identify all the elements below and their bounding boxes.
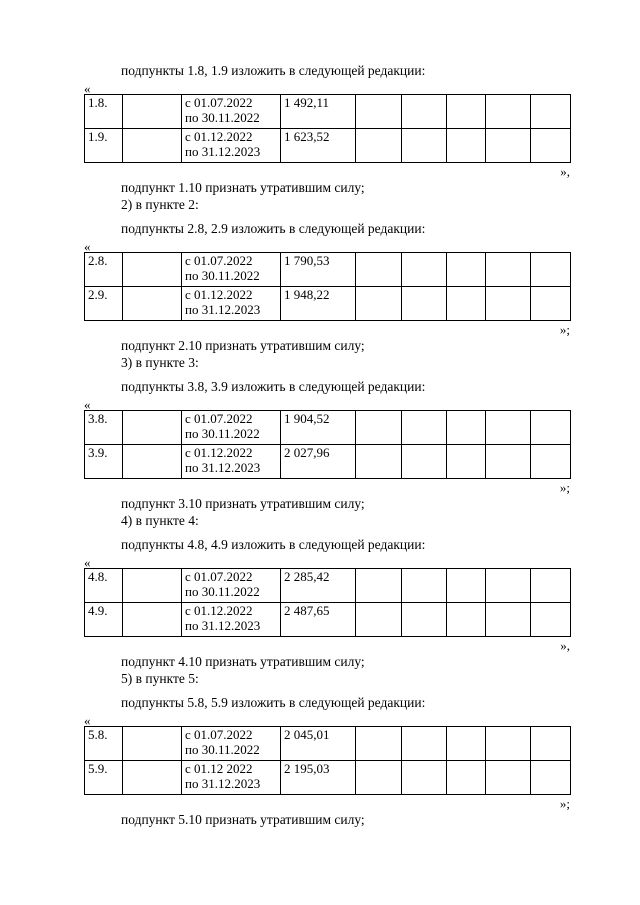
empty-cell bbox=[123, 603, 182, 637]
empty-cell bbox=[356, 569, 402, 603]
empty-cell bbox=[447, 411, 486, 445]
empty-cell bbox=[356, 761, 402, 795]
period-to: по 31.12.2023 bbox=[185, 302, 261, 317]
empty-cell bbox=[356, 287, 402, 321]
empty-cell bbox=[356, 727, 402, 761]
empty-cell bbox=[123, 727, 182, 761]
empty-cell bbox=[402, 761, 447, 795]
row-number-cell: 5.8. bbox=[85, 727, 123, 761]
empty-cell bbox=[486, 761, 531, 795]
empty-cell bbox=[486, 603, 531, 637]
period-cell bbox=[182, 727, 281, 761]
empty-cell bbox=[402, 287, 447, 321]
period-cell bbox=[182, 129, 281, 163]
empty-cell bbox=[356, 445, 402, 479]
row-number-cell: 1.9. bbox=[85, 129, 123, 163]
empty-cell bbox=[402, 727, 447, 761]
empty-cell bbox=[531, 95, 571, 129]
tariff-value-cell: 1 623,52 bbox=[281, 129, 356, 163]
row-number-cell: 3.8. bbox=[85, 411, 123, 445]
empty-cell bbox=[447, 569, 486, 603]
empty-cell bbox=[531, 761, 571, 795]
tariff-value-cell: 2 195,03 bbox=[281, 761, 356, 795]
empty-cell bbox=[531, 287, 571, 321]
period-cell bbox=[182, 95, 281, 129]
quote-open-mark: « bbox=[84, 81, 91, 96]
empty-cell bbox=[447, 603, 486, 637]
period-to: по 31.12.2023 bbox=[185, 618, 261, 633]
paragraph-line: подпункт 4.10 признать утратившим силу; bbox=[121, 654, 365, 669]
quote-open-mark: « bbox=[84, 239, 91, 254]
period-cell bbox=[182, 287, 281, 321]
empty-cell bbox=[356, 411, 402, 445]
paragraph-line: подпункт 5.10 признать утратившим силу; bbox=[121, 812, 365, 827]
quote-close-mark: »; bbox=[559, 322, 570, 337]
empty-cell bbox=[486, 129, 531, 163]
row-number-cell: 4.9. bbox=[85, 603, 123, 637]
empty-cell bbox=[447, 727, 486, 761]
empty-cell bbox=[123, 569, 182, 603]
empty-cell bbox=[486, 253, 531, 287]
empty-cell bbox=[447, 95, 486, 129]
empty-cell bbox=[447, 129, 486, 163]
period-from: с 01.07.2022 bbox=[185, 569, 253, 584]
empty-cell bbox=[356, 95, 402, 129]
empty-cell bbox=[123, 445, 182, 479]
paragraph-line: подпункт 2.10 признать утратившим силу; bbox=[121, 338, 365, 353]
paragraph-line: подпункты 3.8, 3.9 изложить в следующей редакции: bbox=[121, 379, 426, 394]
period-to: по 31.12.2023 bbox=[185, 460, 261, 475]
period-from: с 01.12.2022 bbox=[185, 287, 253, 302]
quote-open-mark: « bbox=[84, 555, 91, 570]
paragraph-line: подпункт 3.10 признать утратившим силу; bbox=[121, 496, 365, 511]
empty-cell bbox=[447, 253, 486, 287]
tariff-value-cell: 1 790,53 bbox=[281, 253, 356, 287]
tariff-table bbox=[84, 410, 571, 479]
empty-cell bbox=[402, 253, 447, 287]
period-to: по 31.12.2023 bbox=[185, 776, 261, 791]
empty-cell bbox=[486, 569, 531, 603]
table-row bbox=[85, 761, 571, 795]
paragraph-line: подпункт 1.10 признать утратившим силу; bbox=[121, 180, 365, 195]
row-number-cell: 2.9. bbox=[85, 287, 123, 321]
period-from: с 01.07.2022 bbox=[185, 727, 253, 742]
table-row bbox=[85, 727, 571, 761]
quote-close-mark: »; bbox=[559, 480, 570, 495]
tariff-value-cell: 2 487,65 bbox=[281, 603, 356, 637]
empty-cell bbox=[402, 95, 447, 129]
period-cell bbox=[182, 569, 281, 603]
empty-cell bbox=[123, 95, 182, 129]
tariff-value-cell: 1 948,22 bbox=[281, 287, 356, 321]
empty-cell bbox=[447, 287, 486, 321]
period-cell bbox=[182, 445, 281, 479]
paragraph-line: 3) в пункте 3: bbox=[121, 355, 199, 370]
paragraph-line: 2) в пункте 2: bbox=[121, 197, 199, 212]
period-to: по 30.11.2022 bbox=[185, 584, 260, 599]
empty-cell bbox=[123, 253, 182, 287]
empty-cell bbox=[486, 411, 531, 445]
period-cell bbox=[182, 761, 281, 795]
empty-cell bbox=[402, 569, 447, 603]
table-row bbox=[85, 253, 571, 287]
empty-cell bbox=[402, 445, 447, 479]
table-row bbox=[85, 603, 571, 637]
empty-cell bbox=[531, 569, 571, 603]
period-cell bbox=[182, 411, 281, 445]
empty-cell bbox=[447, 761, 486, 795]
tariff-table bbox=[84, 252, 571, 321]
period-from: с 01.12.2022 bbox=[185, 129, 253, 144]
quote-close-mark: », bbox=[560, 164, 570, 179]
period-to: по 31.12.2023 bbox=[185, 144, 261, 159]
period-from: с 01.12 2022 bbox=[185, 761, 253, 776]
paragraph-line: 4) в пункте 4: bbox=[121, 513, 199, 528]
period-to: по 30.11.2022 bbox=[185, 268, 260, 283]
empty-cell bbox=[531, 727, 571, 761]
empty-cell bbox=[123, 411, 182, 445]
row-number-cell: 2.8. bbox=[85, 253, 123, 287]
table-row bbox=[85, 569, 571, 603]
empty-cell bbox=[402, 129, 447, 163]
tariff-table bbox=[84, 568, 571, 637]
quote-open-mark: « bbox=[84, 713, 91, 728]
empty-cell bbox=[531, 411, 571, 445]
period-cell bbox=[182, 253, 281, 287]
empty-cell bbox=[486, 727, 531, 761]
empty-cell bbox=[123, 287, 182, 321]
table-row bbox=[85, 445, 571, 479]
paragraph-line: 5) в пункте 5: bbox=[121, 671, 199, 686]
quote-open-mark: « bbox=[84, 397, 91, 412]
empty-cell bbox=[486, 95, 531, 129]
tariff-table bbox=[84, 94, 571, 163]
empty-cell bbox=[531, 603, 571, 637]
empty-cell bbox=[531, 129, 571, 163]
tariff-value-cell: 2 045,01 bbox=[281, 727, 356, 761]
table-row bbox=[85, 95, 571, 129]
period-from: с 01.07.2022 bbox=[185, 253, 253, 268]
quote-close-mark: »; bbox=[559, 796, 570, 811]
row-number-cell: 1.8. bbox=[85, 95, 123, 129]
period-cell bbox=[182, 603, 281, 637]
empty-cell bbox=[356, 603, 402, 637]
empty-cell bbox=[356, 129, 402, 163]
row-number-cell: 3.9. bbox=[85, 445, 123, 479]
empty-cell bbox=[123, 761, 182, 795]
row-number-cell: 5.9. bbox=[85, 761, 123, 795]
empty-cell bbox=[531, 445, 571, 479]
empty-cell bbox=[356, 253, 402, 287]
tariff-table bbox=[84, 726, 571, 795]
empty-cell bbox=[447, 445, 486, 479]
paragraph-line: подпункты 5.8, 5.9 изложить в следующей редакции: bbox=[121, 695, 426, 710]
tariff-value-cell: 2 285,42 bbox=[281, 569, 356, 603]
period-to: по 30.11.2022 bbox=[185, 426, 260, 441]
empty-cell bbox=[486, 287, 531, 321]
period-to: по 30.11.2022 bbox=[185, 110, 260, 125]
tariff-value-cell: 2 027,96 bbox=[281, 445, 356, 479]
period-to: по 30.11.2022 bbox=[185, 742, 260, 757]
table-row bbox=[85, 287, 571, 321]
period-from: с 01.07.2022 bbox=[185, 95, 253, 110]
paragraph-line: подпункты 1.8, 1.9 изложить в следующей редакции: bbox=[121, 63, 426, 78]
empty-cell bbox=[123, 129, 182, 163]
tariff-value-cell: 1 904,52 bbox=[281, 411, 356, 445]
period-from: с 01.07.2022 bbox=[185, 411, 253, 426]
table-row bbox=[85, 129, 571, 163]
paragraph-line: подпункты 4.8, 4.9 изложить в следующей редакции: bbox=[121, 537, 426, 552]
empty-cell bbox=[531, 253, 571, 287]
empty-cell bbox=[486, 445, 531, 479]
paragraph-line: подпункты 2.8, 2.9 изложить в следующей редакции: bbox=[121, 221, 426, 236]
row-number-cell: 4.8. bbox=[85, 569, 123, 603]
quote-close-mark: », bbox=[560, 638, 570, 653]
empty-cell bbox=[402, 603, 447, 637]
period-from: с 01.12.2022 bbox=[185, 603, 253, 618]
period-from: с 01.12.2022 bbox=[185, 445, 253, 460]
tariff-value-cell: 1 492,11 bbox=[281, 95, 356, 129]
table-row bbox=[85, 411, 571, 445]
empty-cell bbox=[402, 411, 447, 445]
